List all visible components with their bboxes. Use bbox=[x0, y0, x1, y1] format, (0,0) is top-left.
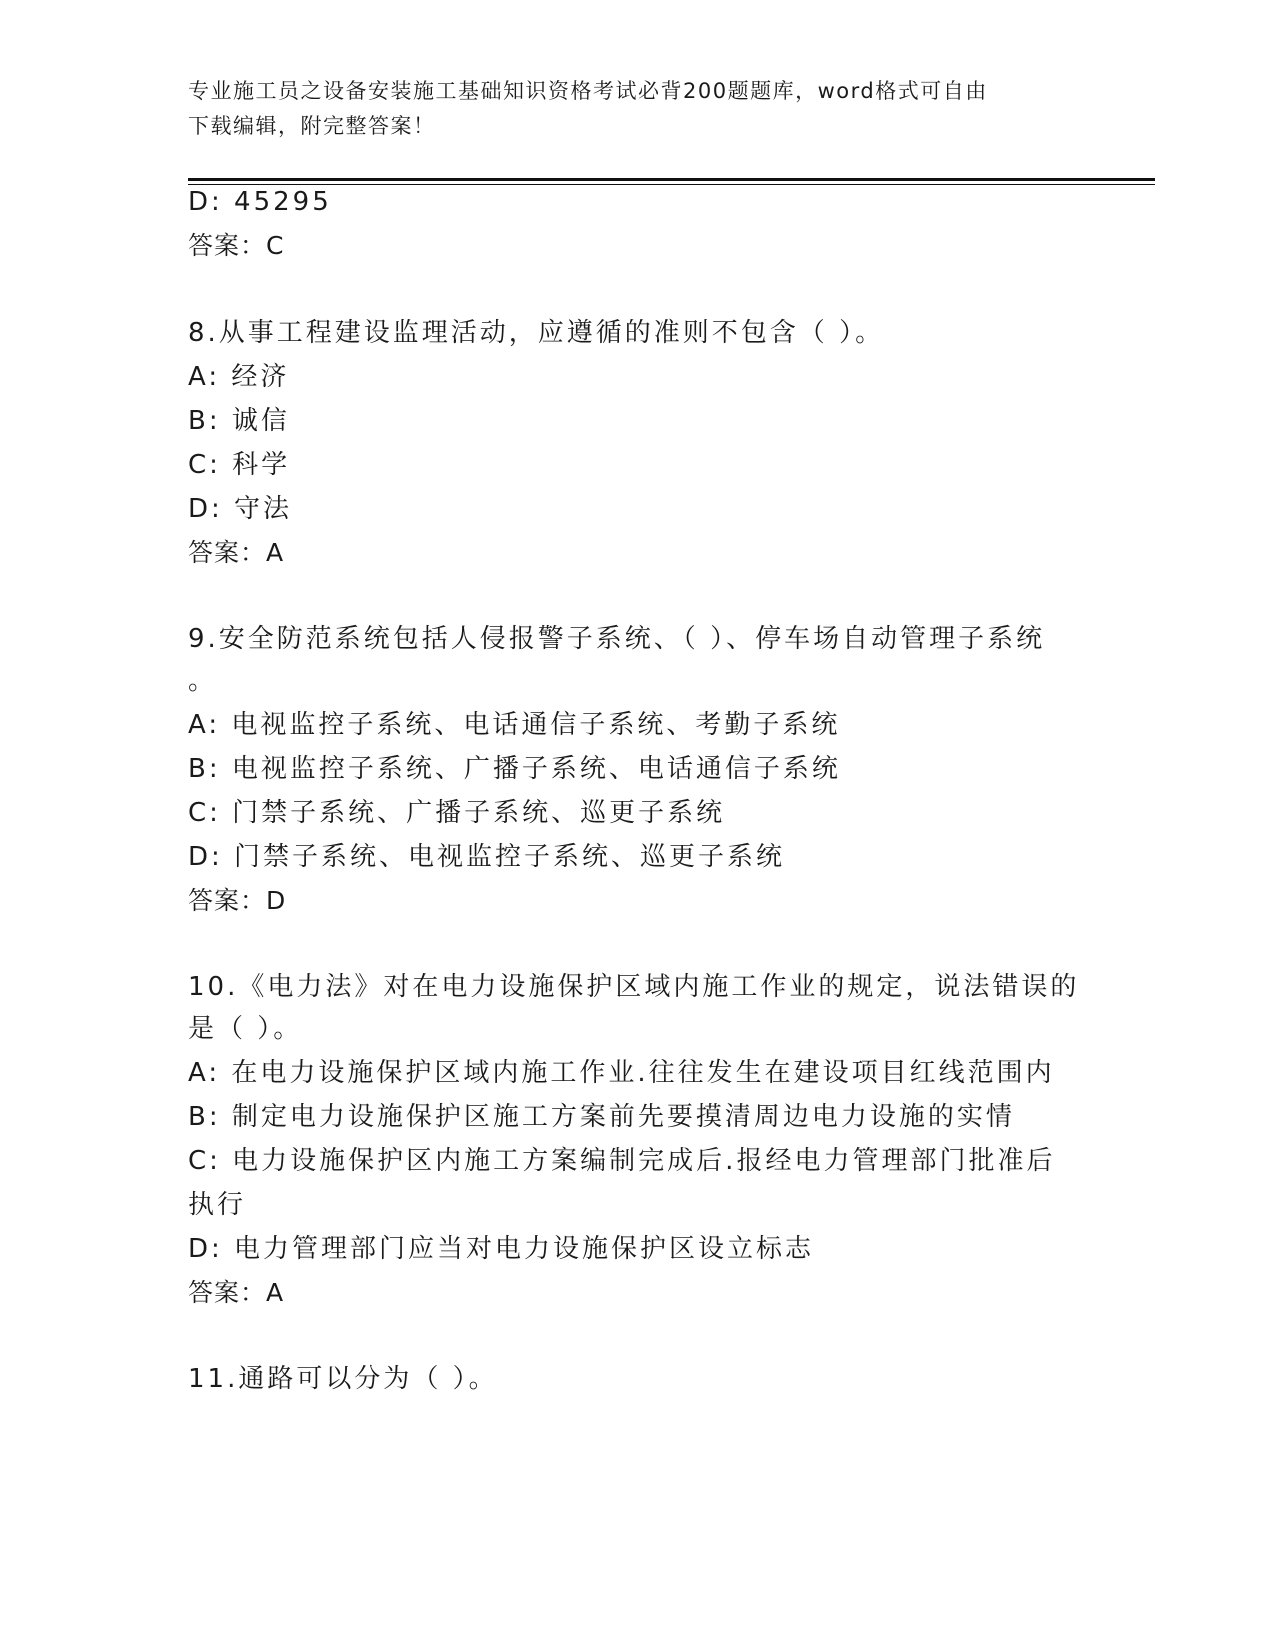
q8-stem: 8.从事工程建设监理活动，应遵循的准则不包含（ ）。 bbox=[188, 318, 885, 348]
q9-option-c: C: 门禁子系统、广播子系统、巡更子系统 bbox=[188, 798, 726, 828]
q10-stem-line-2: 是（ ）。 bbox=[188, 1014, 303, 1044]
q9-stem-line-2: 。 bbox=[188, 666, 218, 696]
q8-option-c: C: 科学 bbox=[188, 450, 291, 480]
q11-stem: 11.通路可以分为（ ）。 bbox=[188, 1364, 498, 1394]
q9-answer: 答案：D bbox=[188, 886, 287, 915]
q10-option-b: B: 制定电力设施保护区施工方案前先要摸清周边电力设施的实情 bbox=[188, 1102, 1015, 1132]
q10-option-d: D: 电力管理部门应当对电力设施保护区设立标志 bbox=[188, 1234, 815, 1264]
q10-option-a: A: 在电力设施保护区域内施工作业.往往发生在建设项目红线范围内 bbox=[188, 1058, 1055, 1088]
q10-answer: 答案：A bbox=[188, 1278, 285, 1307]
q8-option-a: A: 经济 bbox=[188, 362, 290, 392]
q10-option-c-line-1: C: 电力设施保护区内施工方案编制完成后.报经电力管理部门批准后 bbox=[188, 1146, 1056, 1176]
header-title-line-2: 下载编辑，附完整答案！ bbox=[188, 114, 436, 138]
q8-option-d: D: 守法 bbox=[188, 494, 293, 524]
q8-answer: 答案：A bbox=[188, 538, 285, 567]
header-divider-thin bbox=[188, 184, 1155, 185]
prev-answer: 答案：C bbox=[188, 231, 285, 260]
prev-option-d: D: 45295 bbox=[188, 187, 332, 217]
document-header bbox=[188, 74, 1068, 144]
q10-option-c-line-2: 执行 bbox=[188, 1190, 247, 1220]
q10-stem-line-1: 10.《电力法》对在电力设施保护区域内施工作业的规定，说法错误的 bbox=[188, 972, 1080, 1002]
q8-option-b: B: 诚信 bbox=[188, 406, 290, 436]
header-title-line-1: 专业施工员之设备安装施工基础知识资格考试必背200题题库，word格式可自由 bbox=[188, 79, 988, 103]
q9-option-d: D: 门禁子系统、电视监控子系统、巡更子系统 bbox=[188, 842, 786, 872]
header-divider-thick bbox=[188, 178, 1155, 181]
q9-option-b: B: 电视监控子系统、广播子系统、电话通信子系统 bbox=[188, 754, 841, 784]
q9-option-a: A: 电视监控子系统、电话通信子系统、考勤子系统 bbox=[188, 710, 841, 740]
q9-stem-line-1: 9.安全防范系统包括人侵报警子系统、（ ）、停车场自动管理子系统 bbox=[188, 624, 1046, 654]
